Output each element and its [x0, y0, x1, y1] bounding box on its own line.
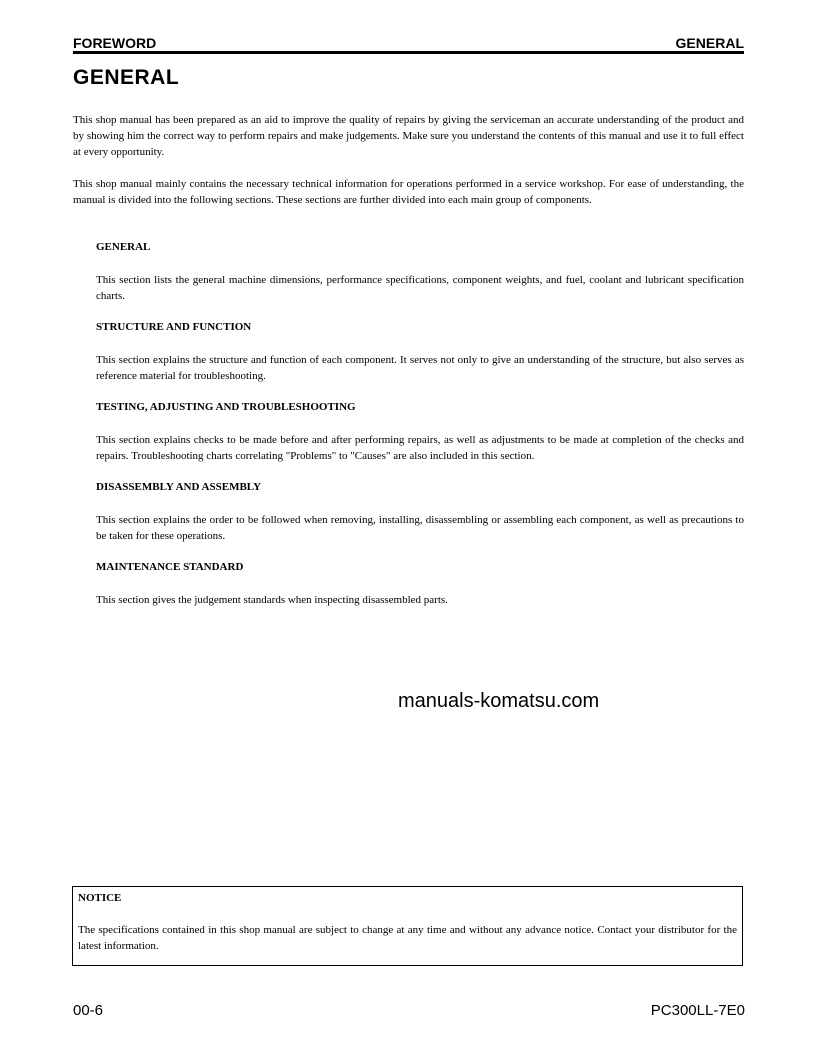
page-number: 00-6: [73, 1002, 104, 1019]
header-right: GENERAL: [675, 35, 744, 51]
section-text: This section gives the judgement standards when inspecting disassembled parts.: [96, 594, 448, 606]
section-text: This section explains the structure and function of each component. It serves not only to give an understanding of the structure, but also serves as reference material for troubleshooting.: [96, 354, 744, 382]
model-number: PC300LL-7E0: [650, 1002, 745, 1019]
notice-title: NOTICE: [78, 892, 122, 904]
header-left: FOREWORD: [73, 35, 157, 51]
section-heading: DISASSEMBLY AND ASSEMBLY: [96, 481, 262, 493]
notice-box: [72, 886, 743, 966]
intro-paragraph: This shop manual has been prepared as an aid to improve the quality of repairs by giving the serviceman an accurate understanding of the product and by showing him the correct way to perform repairs and make judgements. Make sure you understand the contents of this manual and use it to full effect at every opportunity.: [73, 114, 744, 158]
section-heading: GENERAL: [96, 241, 151, 253]
running-header: [73, 35, 744, 54]
page-title: GENERAL: [73, 66, 180, 89]
notice-text: The specifications contained in this shop manual are subject to change at any time and without any advance notice. Contact your distributor for the latest information.: [78, 924, 737, 952]
section-text: This section lists the general machine dimensions, performance specifications, component weights, and fuel, coolant and lubricant specification charts.: [96, 274, 744, 302]
section-text: This section explains the order to be followed when removing, installing, disassembling or assembling each component, as well as precautions to be taken for these operations.: [96, 514, 744, 542]
section-heading: MAINTENANCE STANDARD: [96, 561, 244, 573]
watermark: manuals-komatsu.com: [398, 690, 600, 712]
section-heading: STRUCTURE AND FUNCTION: [96, 321, 252, 333]
section-heading: TESTING, ADJUSTING AND TROUBLESHOOTING: [96, 401, 356, 413]
intro-paragraph: This shop manual mainly contains the necessary technical information for operations performed in a service workshop. For ease of understanding, the manual is divided into the following sections. These sections are further divided into each main group of components.: [73, 178, 744, 206]
section-text: This section explains checks to be made before and after performing repairs, as well as adjustments to be made at completion of the checks and repairs. Troubleshooting charts correlating "Problems" to "Causes" are also included in this section.: [96, 434, 744, 462]
